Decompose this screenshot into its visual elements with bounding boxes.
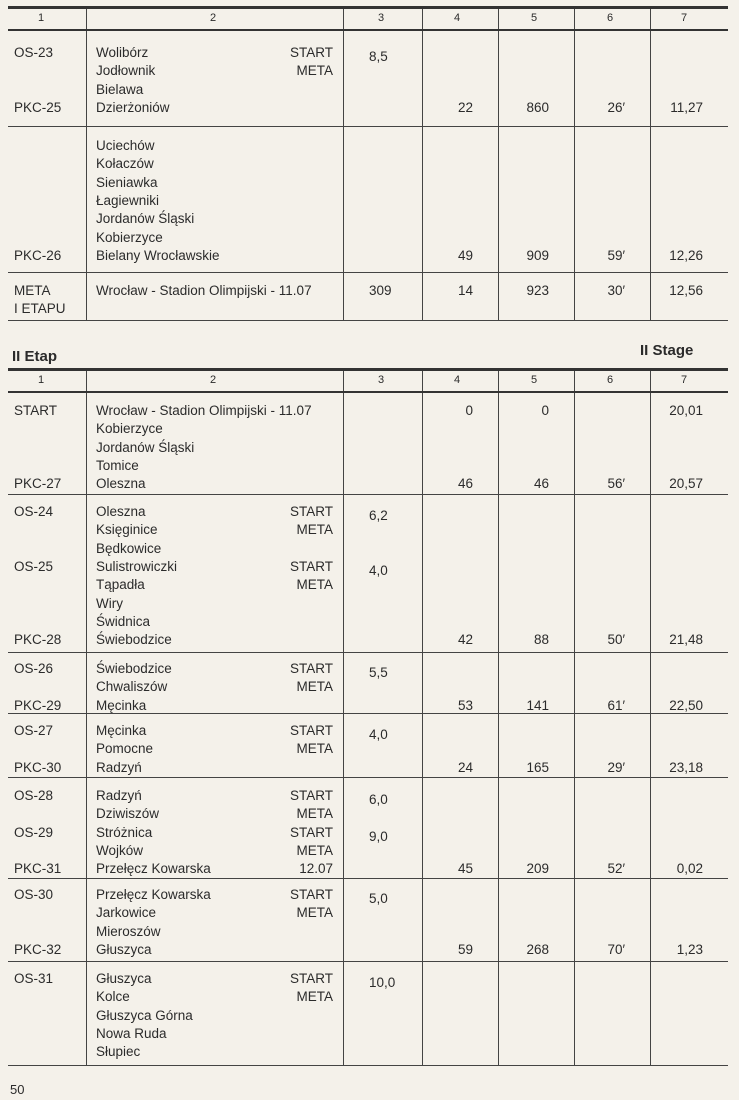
row-place: Wolibórz (96, 45, 149, 60)
row-place: Chwaliszów (96, 679, 168, 695)
header-divider (650, 371, 651, 391)
row-col-6: 61′ (607, 697, 625, 713)
row-col-6: 52′ (607, 861, 625, 877)
row-col-5: 46 (533, 476, 549, 492)
header-divider (422, 371, 423, 391)
header-col-2: 2 (210, 12, 217, 24)
row-place: Głuszyca (96, 941, 152, 957)
row-col-5: 209 (526, 861, 549, 877)
row-place: Świdnica (96, 613, 151, 629)
page-number: 50 (10, 1082, 25, 1097)
row-place: Łagiewniki (96, 192, 160, 208)
row-col-7: 21,48 (669, 632, 703, 648)
row-place: Jodłownik (96, 63, 156, 79)
row-distance: 5,0 (369, 891, 388, 906)
row-col-7: 1,23 (676, 941, 703, 957)
row-code: META (14, 283, 51, 298)
header-divider (86, 371, 87, 391)
row-place: Jarkowice (96, 905, 157, 921)
header-col-2: 2 (210, 374, 217, 386)
row-col-4: 24 (457, 759, 473, 775)
row-col-4: 49 (457, 247, 473, 263)
row-col-5: 141 (526, 697, 549, 713)
header-col-4: 4 (454, 12, 461, 24)
row-marker: META (296, 63, 333, 79)
column-divider (86, 31, 87, 320)
column-divider (343, 31, 344, 320)
header-divider (574, 371, 575, 391)
row-place: Oleszna (96, 476, 146, 492)
row-code: PKC-28 (14, 632, 62, 648)
row-code: PKC-29 (14, 697, 62, 713)
row-distance: 309 (369, 283, 392, 298)
row-place: Dzierżoniów (96, 99, 170, 115)
group-separator (8, 272, 728, 273)
row-place: Mieroszów (96, 923, 161, 939)
stage-title-en: II Stage (640, 342, 694, 359)
row-col-5: 88 (533, 632, 549, 648)
row-place: Męcinka (96, 723, 147, 738)
row-place: Świebodzice (96, 632, 172, 648)
row-marker: META (296, 679, 333, 695)
row-code: PKC-32 (14, 941, 62, 957)
row-col-7: 20,01 (669, 403, 703, 418)
row-place: Uciechów (96, 138, 155, 153)
row-col-4: 42 (457, 632, 473, 648)
row-col-7: 12,26 (669, 247, 703, 263)
group-separator (8, 777, 728, 778)
header-divider (574, 9, 575, 29)
row-marker: START (289, 824, 333, 840)
row-place: Tomice (96, 457, 139, 473)
stage1-header (8, 6, 728, 31)
stage2-header (8, 368, 728, 393)
row-col-4: 53 (457, 697, 473, 713)
header-col-1: 1 (38, 12, 45, 24)
row-distance: 4,0 (369, 727, 388, 742)
header-col-5: 5 (531, 374, 538, 386)
header-col-7: 7 (681, 374, 688, 386)
header-col-6: 6 (607, 12, 614, 24)
header-col-1: 1 (38, 374, 45, 386)
row-place: Bielawa (96, 81, 144, 97)
row-code: OS-30 (14, 887, 54, 902)
row-col-6: 70′ (607, 941, 625, 957)
row-code: PKC-27 (14, 476, 62, 492)
header-divider (86, 9, 87, 29)
column-divider (498, 31, 499, 320)
row-col-6: 26′ (607, 99, 625, 115)
row-marker: START (289, 661, 333, 676)
row-place: Tąpadła (96, 577, 145, 593)
row-marker: START (289, 45, 333, 60)
row-col-6: 30′ (607, 283, 625, 298)
row-marker: META (296, 741, 333, 757)
row-marker: START (289, 723, 333, 738)
row-marker: META (296, 905, 333, 921)
row-place: Stróżnica (96, 824, 153, 840)
row-marker: START (289, 971, 333, 986)
column-divider (650, 31, 651, 320)
stage2-table (8, 368, 728, 1065)
header-col-5: 5 (531, 12, 538, 24)
row-distance: 8,5 (369, 49, 388, 64)
row-place: Kołaczów (96, 156, 154, 172)
row-place: Kolce (96, 989, 130, 1005)
header-divider (343, 371, 344, 391)
row-place: Oleszna (96, 504, 146, 519)
row-col-4: 59 (457, 941, 473, 957)
row-marker: META (296, 989, 333, 1005)
row-col-7: 22,50 (669, 697, 703, 713)
row-place: Nowa Ruda (96, 1025, 167, 1041)
row-distance: 6,2 (369, 508, 388, 523)
row-distance: 10,0 (369, 975, 396, 990)
row-place: Wrocław - Stadion Olimpijski - 11.07 (96, 283, 312, 298)
stage1-table (8, 6, 728, 320)
row-place: Głuszyca Górna (96, 1007, 193, 1023)
row-col-7: 20,57 (669, 476, 703, 492)
row-place: Przełęcz Kowarska (96, 887, 211, 902)
row-col-7: 23,18 (669, 759, 703, 775)
row-code: PKC-30 (14, 759, 62, 775)
row-place: Księginice (96, 522, 158, 538)
row-place: Przełęcz Kowarska (96, 861, 211, 877)
row-code: OS-25 (14, 558, 54, 574)
header-col-6: 6 (607, 374, 614, 386)
row-distance: 5,5 (369, 665, 388, 680)
row-place: Słupiec (96, 1044, 141, 1060)
row-col-5: 268 (526, 941, 549, 957)
row-code: OS-31 (14, 971, 54, 986)
row-code: OS-23 (14, 45, 54, 60)
row-marker: START (289, 504, 333, 519)
row-code: OS-28 (14, 788, 54, 803)
row-code: PKC-31 (14, 861, 62, 877)
header-col-7: 7 (681, 12, 688, 24)
header-divider (498, 9, 499, 29)
row-col-7: 12,56 (669, 283, 703, 298)
row-marker: META (296, 806, 333, 822)
header-divider (422, 9, 423, 29)
row-code: OS-27 (14, 723, 54, 738)
row-code: PKC-26 (14, 247, 62, 263)
header-col-3: 3 (378, 12, 385, 24)
row-col-5: 923 (526, 283, 549, 298)
row-code: OS-26 (14, 661, 54, 676)
column-divider (422, 31, 423, 320)
row-marker: START (289, 788, 333, 803)
stage2-bottom-rule (8, 1065, 728, 1066)
row-place: Radzyń (96, 788, 142, 803)
header-col-3: 3 (378, 374, 385, 386)
row-col-4: 22 (457, 99, 473, 115)
row-col-5: 165 (526, 759, 549, 775)
row-col-7: 0,02 (676, 861, 703, 877)
row-marker: META (296, 577, 333, 593)
row-code: OS-24 (14, 504, 54, 519)
group-separator (8, 494, 728, 495)
header-divider (343, 9, 344, 29)
row-place: Jordanów Śląski (96, 439, 195, 455)
group-separator (8, 652, 728, 653)
row-place: Dziwiszów (96, 806, 160, 822)
row-place: Jordanów Śląski (96, 211, 195, 227)
row-distance: 9,0 (369, 828, 388, 844)
row-marker: META (296, 522, 333, 538)
row-place: Sulistrowiczki (96, 558, 178, 574)
row-place: Kobierzyce (96, 421, 163, 437)
header-divider (498, 371, 499, 391)
row-marker: START (289, 558, 333, 574)
row-place: Wiry (96, 595, 123, 611)
row-place: Będkowice (96, 540, 162, 556)
row-col-5: 0 (541, 403, 549, 418)
row-place: Sieniawka (96, 174, 158, 190)
row-place: Świebodzice (96, 661, 172, 676)
row-col-6: 59′ (607, 247, 625, 263)
row-col-4: 45 (457, 861, 473, 877)
row-place: Wrocław - Stadion Olimpijski - 11.07 (96, 403, 312, 418)
stage-title-pl: II Etap (12, 348, 58, 365)
row-distance: 6,0 (369, 792, 388, 807)
row-place: Bielany Wrocławskie (96, 247, 220, 263)
row-marker: START (289, 887, 333, 902)
row-marker: 12.07 (299, 861, 333, 877)
row-col-4: 0 (465, 403, 473, 418)
row-code: START (14, 403, 58, 418)
stage1-bottom-rule (8, 320, 728, 321)
row-marker: META (296, 842, 333, 858)
row-col-7: 11,27 (670, 99, 703, 115)
group-separator (8, 126, 728, 127)
group-separator (8, 961, 728, 962)
row-place: Radzyń (96, 759, 142, 775)
row-col-6: 50′ (607, 632, 625, 648)
row-place: Wojków (96, 842, 144, 858)
header-col-4: 4 (454, 374, 461, 386)
row-place: Kobierzyce (96, 229, 163, 245)
row-col-4: 14 (457, 283, 473, 298)
row-col-5: 860 (526, 99, 549, 115)
row-col-5: 909 (526, 247, 549, 263)
row-place: Pomocne (96, 741, 154, 757)
row-code: PKC-25 (14, 99, 62, 115)
column-divider (574, 31, 575, 320)
row-place: Męcinka (96, 697, 147, 713)
header-divider (650, 9, 651, 29)
row-code: OS-29 (14, 824, 54, 840)
row-code: I ETAPU (14, 301, 66, 317)
row-col-6: 29′ (607, 759, 625, 775)
row-place: Głuszyca (96, 971, 152, 986)
row-col-6: 56′ (607, 476, 625, 492)
row-distance: 4,0 (369, 562, 388, 578)
row-col-4: 46 (457, 476, 473, 492)
